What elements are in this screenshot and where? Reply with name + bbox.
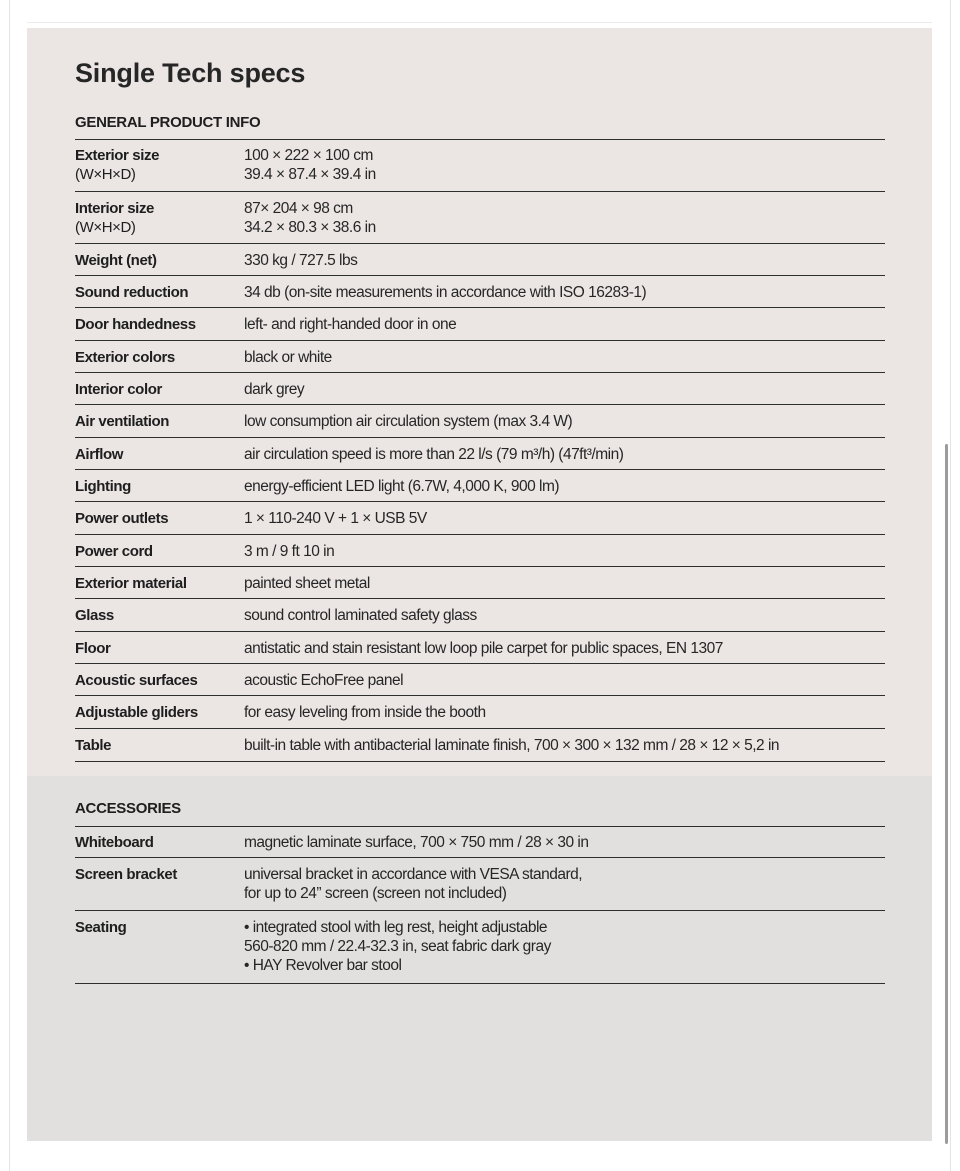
spec-label xyxy=(75,574,243,593)
spec-label-text: Exterior size xyxy=(75,147,160,164)
spec-value: magnetic laminate surface, 700 × 750 mm / 28 × 30 in xyxy=(244,834,589,851)
spec-value: 34 db (on-site measurements in accordance with ISO 16283-1) xyxy=(244,284,647,301)
spec-value: 330 kg / 727.5 lbs xyxy=(244,252,358,269)
spec-value: 100 × 222 × 100 cm 39.4 × 87.4 × 39.4 in xyxy=(244,147,376,183)
spec-label xyxy=(75,639,243,658)
spec-label-text: Seating xyxy=(75,919,127,936)
spec-row-rule xyxy=(75,469,885,470)
window-frame-right xyxy=(950,0,951,1171)
spec-row-rule xyxy=(75,761,885,762)
spec-label xyxy=(75,477,243,496)
spec-value: low consumption air circulation system (max 3.4 W) xyxy=(244,413,573,430)
accessories-rule xyxy=(75,826,885,827)
page-title: Single Tech specs xyxy=(75,58,306,88)
spec-row-rule xyxy=(75,598,885,599)
spec-row-rule xyxy=(75,695,885,696)
spec-label-text: Exterior colors xyxy=(75,349,175,366)
general-heading: GENERAL PRODUCT INFO xyxy=(75,114,261,131)
spec-label-text: Power outlets xyxy=(75,510,169,527)
spec-label xyxy=(75,315,243,334)
spec-row-rule xyxy=(75,340,885,341)
scrollbar-thumb[interactable] xyxy=(945,444,948,1144)
spec-value: energy-efficient LED light (6.7W, 4,000 K, 900 lm) xyxy=(244,478,560,495)
spec-row-rule xyxy=(75,910,885,911)
spec-value: black or white xyxy=(244,349,332,366)
spec-value: built-in table with antibacterial laminate finish, 700 × 300 × 132 mm / 28 × 12 × 5,2 in xyxy=(244,737,780,754)
spec-label-text: Glass xyxy=(75,607,114,624)
spec-label-text: Acoustic surfaces xyxy=(75,672,198,689)
spec-value: acoustic EchoFree panel xyxy=(244,672,404,689)
spec-row-rule xyxy=(75,437,885,438)
spec-label xyxy=(75,509,243,528)
spec-label-text: Adjustable gliders xyxy=(75,704,198,721)
spec-label xyxy=(75,445,243,464)
spec-label xyxy=(75,283,243,302)
spec-label xyxy=(75,703,243,722)
spec-row-rule xyxy=(75,307,885,308)
general-rule xyxy=(75,139,885,140)
spec-value: antistatic and stain resistant low loop pile carpet for public spaces, EN 1307 xyxy=(244,640,723,657)
spec-value: 1 × 110-240 V + 1 × USB 5V xyxy=(244,510,427,527)
spec-value: painted sheet metal xyxy=(244,575,370,592)
spec-row-rule xyxy=(75,501,885,502)
spec-label-text: Air ventilation xyxy=(75,413,170,430)
spec-label xyxy=(75,542,243,561)
spec-label-text: Interior size xyxy=(75,200,154,217)
spec-row-rule xyxy=(75,372,885,373)
spec-label-sub: (W×H×D) xyxy=(75,219,136,236)
spec-label xyxy=(75,918,243,937)
spec-row-rule xyxy=(75,983,885,984)
spec-label-sub: (W×H×D) xyxy=(75,166,136,183)
spec-value: • integrated stool with leg rest, height adjustable 560-820 mm / 22.4-32.3 in, seat fabric dark gray • HAY Revolver bar stool xyxy=(244,919,551,974)
spec-row-rule xyxy=(75,631,885,632)
spec-label-text: Exterior material xyxy=(75,575,187,592)
spec-label xyxy=(75,146,243,184)
spec-label-text: Interior color xyxy=(75,381,162,398)
spec-row-rule xyxy=(75,566,885,567)
spec-label-text: Table xyxy=(75,737,112,754)
spec-label xyxy=(75,606,243,625)
spec-label xyxy=(75,380,243,399)
spec-value: sound control laminated safety glass xyxy=(244,607,477,624)
spec-label xyxy=(75,833,243,852)
spec-label-text: Sound reduction xyxy=(75,284,189,301)
spec-label xyxy=(75,865,243,884)
spec-row-rule xyxy=(75,857,885,858)
spec-row-rule xyxy=(75,728,885,729)
accessories-heading: ACCESSORIES xyxy=(75,800,181,817)
spec-label xyxy=(75,199,243,237)
spec-label-text: Power cord xyxy=(75,543,153,560)
spec-value: dark grey xyxy=(244,381,305,398)
spec-row-rule xyxy=(75,663,885,664)
spec-row-rule xyxy=(75,243,885,244)
top-divider xyxy=(27,22,932,23)
spec-value: 3 m / 9 ft 10 in xyxy=(244,543,335,560)
spec-value: left- and right-handed door in one xyxy=(244,316,457,333)
spec-label-text: Whiteboard xyxy=(75,834,154,851)
spec-label xyxy=(75,671,243,690)
spec-label-text: Lighting xyxy=(75,478,131,495)
spec-value: for easy leveling from inside the booth xyxy=(244,704,486,721)
spec-row-rule xyxy=(75,534,885,535)
spec-label-text: Screen bracket xyxy=(75,866,177,883)
spec-label xyxy=(75,251,243,270)
spec-label xyxy=(75,412,243,431)
spec-row-rule xyxy=(75,275,885,276)
spec-value: 87× 204 × 98 cm 34.2 × 80.3 × 38.6 in xyxy=(244,200,376,236)
spec-row-rule xyxy=(75,191,885,192)
spec-row-rule xyxy=(75,404,885,405)
spec-label-text: Airflow xyxy=(75,446,124,463)
spec-label xyxy=(75,348,243,367)
window-frame-left xyxy=(9,0,10,1171)
spec-label-text: Floor xyxy=(75,640,111,657)
spec-value: universal bracket in accordance with VESA standard, for up to 24” screen (screen not included) xyxy=(244,866,583,902)
spec-label xyxy=(75,736,243,755)
spec-label-text: Weight (net) xyxy=(75,252,157,269)
spec-value: air circulation speed is more than 22 l/s (79 m³/h) (47ft³/min) xyxy=(244,446,624,463)
spec-label-text: Door handedness xyxy=(75,316,196,333)
